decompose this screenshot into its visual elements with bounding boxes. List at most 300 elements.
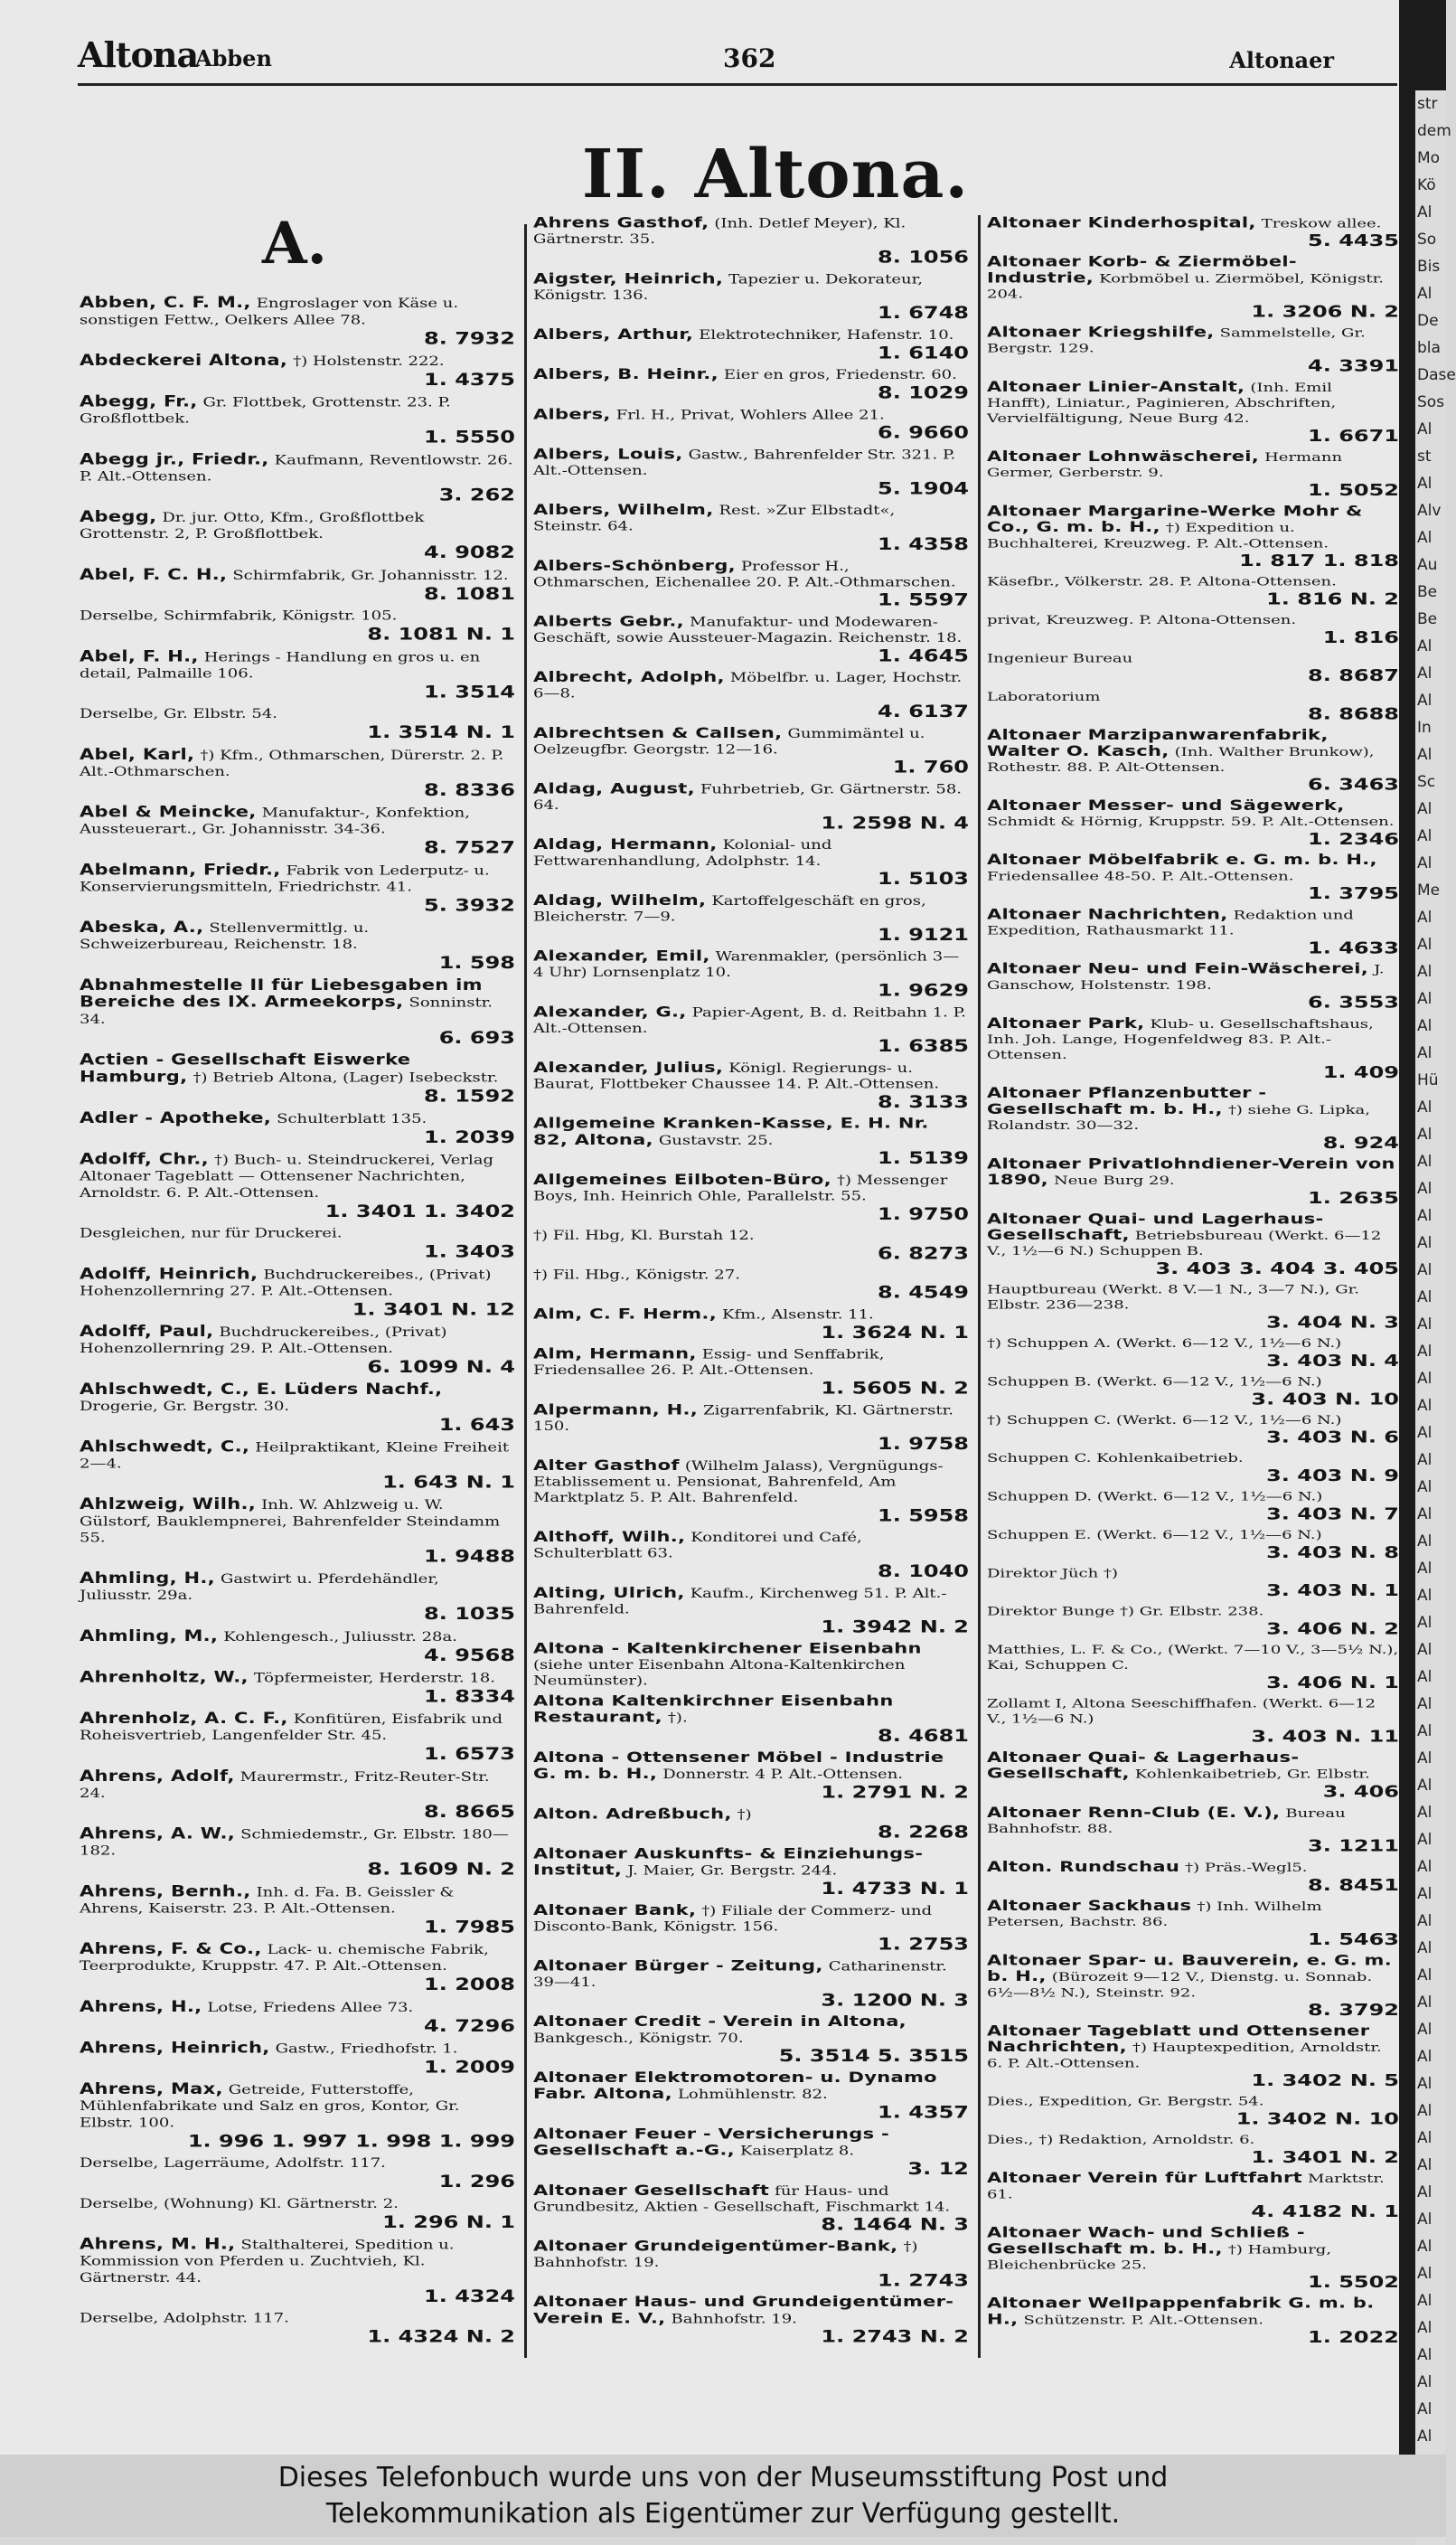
listing-entry	[533, 1585, 969, 1636]
next-page-fragment: Al	[1417, 1288, 1433, 1306]
phone-number: 1. 643 N. 1	[382, 1472, 515, 1493]
next-page-fragment: Al	[1417, 1315, 1433, 1334]
phone-number: 1. 5103	[878, 869, 969, 889]
entry-details: Lohmühlenstr. 82.	[677, 2088, 828, 2102]
next-page-fragment: dem	[1417, 122, 1451, 140]
entry-details: Warenmakler, (persönlich 3—4 Uhr) Lornsenplatz 10.	[533, 949, 960, 980]
entry-name: Altonaer Grundeigentümer-Bank,	[533, 2237, 898, 2255]
entry-name: Abnahmestelle II für Liebesgaben im Bereiche des IX. Armeekorps,	[80, 976, 483, 1011]
next-page-fragment: Al	[1417, 1207, 1433, 1225]
next-page-fragment: Al	[1417, 854, 1433, 872]
listing-entry	[533, 892, 969, 944]
listing-entry	[987, 1566, 1399, 1600]
phone-number: 1. 3402 N. 5	[1251, 2070, 1399, 2090]
next-page-fragment: Al	[1417, 2319, 1433, 2337]
phone-number: 3. 403 N. 6	[1266, 1428, 1399, 1447]
entry-details: Schirmfabrik, Gr. Johannisstr. 12.	[232, 568, 509, 583]
next-page-fragment: Al	[1417, 1641, 1433, 1659]
entry-name: Aldag, Wilhelm,	[533, 891, 707, 909]
entry-details: Sammelstelle, Gr. Bergstr. 129.	[987, 325, 1366, 356]
listing-entry	[80, 747, 515, 800]
next-page-fragment: Al	[1417, 529, 1433, 547]
next-page-fragment: Sos	[1417, 393, 1445, 411]
listing-entry	[533, 781, 969, 833]
entry-details: Schuppen D. (Werkt. 6—12 V., 1½—6 N.)	[987, 1489, 1323, 1504]
listing-entry	[80, 804, 515, 857]
entry-details: Klub- u. Gesellschaftshaus, Inh. Joh. Lange, Hogenfeldweg 83. P. Alt.-Ottensen.	[987, 1016, 1374, 1062]
entry-details: Gustavstr. 25.	[658, 1133, 774, 1148]
entry-name: Altona - Kaltenkirchener Eisenbahn	[533, 1640, 922, 1657]
entry-details: †) Schuppen C. (Werkt. 6—12 V., 1½—6 N.)	[987, 1412, 1342, 1428]
phone-number: 8. 1592	[424, 1086, 515, 1107]
entry-name: Altonaer Gesellschaft	[533, 2182, 770, 2199]
header-rule	[78, 83, 1397, 86]
entry-name: Altonaer Neu- und Fein-Wäscherei,	[987, 960, 1369, 977]
phone-number: 1. 9750	[878, 1204, 969, 1224]
next-page-fragment: Al	[1417, 1234, 1433, 1252]
entry-name: Altonaer Tageblatt und Ottensener Nachrichten,	[987, 2022, 1370, 2055]
entry-details: Marktstr. 61.	[987, 2172, 1385, 2202]
phone-number: 3. 403 N. 7	[1266, 1504, 1399, 1523]
entry-name: Albers, Louis,	[533, 446, 683, 463]
entry-details: †) Betrieb Altona, (Lager) Isebeckstr.	[193, 1070, 499, 1086]
entry-name: Altonaer Haus- und Grundeigentümer-Verein E. V.,	[533, 2293, 954, 2327]
entry-details: †) Hauptexpedition, Arnoldstr. 6. P. Alt.-Ottensen.	[987, 2041, 1382, 2071]
entry-name: Abegg, Fr.,	[80, 392, 198, 410]
entry-details: Direktor Bunge †) Gr. Elbstr. 238.	[987, 1604, 1264, 1619]
entry-details: Maurermstr., Fritz-Reuter-Str. 24.	[80, 1769, 490, 1801]
next-page-fragment: In	[1417, 719, 1432, 737]
entry-details: Schmiedemstr., Gr. Elbstr. 180—182.	[80, 1826, 509, 1859]
phone-number: 1. 816 N. 2	[1266, 589, 1399, 608]
phone-number: 3. 403 N. 9	[1266, 1466, 1399, 1485]
entry-details: Schuppen E. (Werkt. 6—12 V., 1½—6 N.)	[987, 1528, 1322, 1542]
listing-entry	[80, 1628, 515, 1665]
entry-details: Möbelfbr. u. Lager, Hochstr. 6—8.	[533, 671, 963, 702]
entry-details: Derselbe, (Wohnung) Kl. Gärtnerstr. 2.	[80, 2196, 399, 2211]
phone-number: 1. 4733 N. 1	[821, 1879, 969, 1899]
entry-name: Allgemeine Kranken-Kasse, E. H. Nr. 82, Altona,	[533, 1115, 929, 1148]
next-page-fragment: Al	[1417, 665, 1433, 683]
phone-number: 1. 4324 N. 2	[367, 2326, 515, 2347]
phone-number: 3. 403 N. 4	[1266, 1351, 1399, 1371]
entry-name: Altonaer Korb- & Ziermöbel-Industrie,	[987, 253, 1297, 287]
phone-number: 1. 5463	[1308, 1929, 1399, 1949]
next-page-fragment: Al	[1417, 1424, 1433, 1442]
entry-name: Alting, Ulrich,	[533, 1584, 685, 1601]
listing-entry	[533, 326, 969, 363]
entry-details: Stalthalterei, Spedition u. Kommission von Pferden u. Zuchtvieh, Kl. Gärtnerstr. 44.	[80, 2238, 455, 2286]
listing-entry	[987, 574, 1399, 608]
listing-entry	[987, 1953, 1399, 2020]
entry-name: Altonaer Margarine-Werke Mohr & Co., G. m. b. H.,	[987, 503, 1363, 535]
phone-number: 1. 817 1. 818	[1239, 551, 1399, 570]
entry-details: Gastw., Friedhofstr. 1.	[275, 2041, 458, 2057]
phone-number: 3. 406	[1322, 1782, 1399, 1801]
listing-entry	[80, 1051, 515, 1106]
next-page-fragment: Al	[1417, 1560, 1433, 1578]
phone-number: 1. 3401 1. 3402	[324, 1201, 515, 1221]
listing-entry	[80, 648, 515, 702]
entry-name: Altonaer Renn-Club (E. V.),	[987, 1804, 1281, 1821]
phone-number: 1. 2635	[1308, 1188, 1399, 1208]
entry-details: Käsefbr., Völkerstr. 28. P. Altona-Ottensen.	[987, 574, 1337, 589]
entry-details: Kaiserplatz 8.	[739, 2144, 855, 2159]
entry-details: Essig- und Senffabrik, Friedensallee 26. P. Alt.-Ottensen.	[533, 1347, 885, 1379]
phone-number: 8. 1609 N. 2	[367, 1859, 515, 1880]
phone-number: 8. 4549	[878, 1282, 969, 1303]
entry-details: Elektrotechniker, Hafenstr. 10.	[699, 327, 954, 343]
column-3	[987, 215, 1399, 2351]
listing-entry	[987, 449, 1399, 500]
next-page-fragment: Al	[1417, 1831, 1433, 1849]
phone-number: 1. 3624 N. 1	[821, 1323, 969, 1343]
entry-details: †) Hamburg, Bleichenbrücke 25.	[987, 2242, 1332, 2273]
listing-entry	[80, 977, 515, 1048]
entry-details: Stellenvermittlg. u. Schweizerbureau, Reichenstr. 18.	[80, 920, 370, 953]
listing-entry	[987, 1086, 1399, 1153]
listing-entry	[533, 407, 969, 443]
next-page-fragment: Al	[1417, 2048, 1433, 2066]
entry-name: Abel & Meincke,	[80, 803, 257, 821]
next-page-fragment: Be	[1417, 583, 1438, 601]
phone-number: 3. 406 N. 1	[1266, 1673, 1399, 1692]
column-divider	[524, 224, 527, 2358]
next-page-fragment: Al	[1417, 1939, 1433, 1957]
listing-entry	[80, 1669, 515, 1706]
next-page-fragment: Al	[1417, 1587, 1433, 1605]
listing-entry	[987, 798, 1399, 849]
phone-number: 3. 403 N. 8	[1266, 1542, 1399, 1562]
next-page-fragment: Al	[1417, 2400, 1433, 2418]
entry-details: Laboratorium	[987, 689, 1101, 704]
entry-name: Ahrens, F. & Co.,	[80, 1940, 262, 1957]
listing-entry	[987, 1016, 1399, 1082]
entry-name: Alm, Hermann,	[533, 1345, 697, 1362]
phone-number: 8. 2268	[878, 1822, 969, 1843]
entry-details: Kfm., Alsenstr. 11.	[722, 1307, 874, 1323]
listing-entry	[80, 2310, 515, 2346]
phone-number: 1. 9629	[878, 980, 969, 1000]
next-page-fragment: Al	[1417, 2129, 1433, 2147]
entry-name: Altonaer Kriegshilfe,	[987, 324, 1215, 341]
phone-number: 1. 8334	[424, 1686, 515, 1707]
next-page-fragment: Al	[1417, 285, 1433, 303]
phone-number: 5. 1904	[878, 478, 969, 498]
entry-details: Friedensallee 48-50. P. Alt.-Ottensen.	[987, 869, 1294, 884]
entry-details: †) Buch- u. Steindruckerei, Verlag Altonaer Tageblatt — Ottensener Nachrichten, Arnoldstr. 6. P. Alt.-Ottensen.	[80, 1153, 494, 1201]
next-page-fragment: De	[1417, 312, 1439, 330]
entry-name: Adler - Apotheke,	[80, 1109, 272, 1126]
entry-name: Altonaer Elektromotoren- u. Dynamo Fabr. Altona,	[533, 2069, 937, 2102]
next-page-fragment: Al	[1417, 2021, 1433, 2039]
entry-details: Kohlengesch., Juliusstr. 28a.	[223, 1629, 457, 1645]
next-page-fragment: Al	[1417, 909, 1433, 927]
listing-entry	[80, 295, 515, 348]
listing-entry	[987, 2094, 1399, 2128]
next-page-fragment: Al	[1417, 1912, 1433, 1930]
phone-number: 6. 3553	[1308, 993, 1399, 1013]
phone-number: 6. 9660	[878, 422, 969, 443]
entry-details: Betriebsbureau (Werkt. 6—12 V., 1½—6 N.) Schuppen B.	[987, 1229, 1382, 1258]
listing-entry	[80, 567, 515, 604]
phone-number: 4. 9082	[424, 542, 515, 562]
entry-name: Alexander, Emil,	[533, 947, 710, 965]
entry-details: Desgleichen, nur für Druckerei.	[80, 1226, 343, 1241]
next-page-fragment: st	[1417, 448, 1432, 466]
phone-number: 1. 6573	[424, 1743, 515, 1764]
entry-details: †) Präs.-Wegl5.	[1185, 1861, 1308, 1875]
next-page-fragment: Al	[1417, 1153, 1433, 1171]
next-page-fragment: Al	[1417, 692, 1433, 710]
section-title: II. Altona.	[581, 136, 970, 213]
entry-details: Königl. Regierungs- u. Baurat, Flottbeker Chaussee 14. P. Alt.-Ottensen.	[533, 1060, 940, 1092]
entry-name: Ahlzweig, Wilh.,	[80, 1495, 257, 1513]
listing-entry	[80, 509, 515, 562]
phone-number: 3. 262	[438, 485, 515, 505]
phone-number: 8. 7932	[424, 327, 515, 349]
entry-details: Buchdruckereibes., (Privat) Hohenzollernring 27. P. Alt.-Ottensen.	[80, 1267, 492, 1299]
phone-number: 1. 4324	[424, 2286, 515, 2306]
entry-details: †) Schuppen A. (Werkt. 6—12 V., 1½—6 N.)	[987, 1336, 1342, 1351]
phone-number: 8. 1040	[878, 1561, 969, 1581]
letter-heading: A.	[262, 210, 327, 278]
entry-name: Altonaer Feuer - Versicherungs - Gesellschaft a.-G.,	[533, 2125, 890, 2159]
listing-entry	[533, 948, 969, 1000]
listing-entry	[533, 837, 969, 889]
entry-details: Tapezier u. Dekorateur, Königstr. 136.	[533, 272, 923, 303]
next-page-fragment: Al	[1417, 1695, 1433, 1713]
listing-entry	[533, 1530, 969, 1581]
phone-number: 1. 3402 N. 10	[1235, 2109, 1399, 2129]
listing-entry	[80, 1324, 515, 1377]
entry-details: (Inh. Walther Brunkow), Rothestr. 88. P. Alt-Ottensen.	[987, 744, 1375, 775]
entry-details: Professor H., Othmarschen, Eichenallee 20. P. Alt.-Othmarschen.	[533, 559, 956, 590]
entry-name: Altonaer Verein für Luftfahrt	[987, 2170, 1302, 2186]
listing-entry	[533, 1346, 969, 1398]
listing-entry	[533, 1641, 969, 1689]
entry-details: Inh. W. Ahlzweig u. W. Gülstorf, Bauklempnerei, Bahrenfelder Steindamm 55.	[80, 1497, 501, 1546]
entry-details: Gastw., Bahrenfelder Str. 321. P. Alt.-Ottensen.	[533, 448, 956, 478]
next-page-fragment: Al	[1417, 420, 1433, 438]
footer-line-2: Telekommunikation als Eigentümer zur Verfügung gestellt.	[325, 2498, 1121, 2530]
next-page-fragment: Be	[1417, 610, 1438, 628]
listing-entry	[987, 215, 1399, 250]
listing-entry	[987, 325, 1399, 375]
listing-entry	[80, 862, 515, 915]
phone-number: 8. 8665	[424, 1801, 515, 1822]
phone-number: 1. 5550	[424, 427, 515, 448]
phone-number: 3. 1200 N. 3	[821, 1990, 969, 2010]
entry-details: privat, Kreuzweg. P. Altona-Ottensen.	[987, 613, 1297, 627]
phone-number: 1. 9488	[424, 1546, 515, 1567]
phone-number: 1. 6385	[878, 1036, 969, 1056]
entry-name: Alm, C. F. Herm.,	[533, 1305, 717, 1323]
phone-number: 4. 7296	[424, 2015, 515, 2036]
phone-number: 8. 1081	[424, 583, 515, 604]
entry-details: Hauptbureau (Werkt. 8 V.—1 N., 3—7 N.), Gr. Elbstr. 236—238.	[987, 1282, 1359, 1313]
next-page-fragment: Al	[1417, 203, 1433, 222]
phone-number: 8. 1035	[424, 1603, 515, 1624]
entry-details: Bureau Bahnhofstr. 88.	[987, 1805, 1346, 1836]
entry-details: Catharinenstr. 39—41.	[533, 1959, 947, 1990]
entry-details: Herings - Handlung en gros u. en detail, Palmaille 106.	[80, 649, 481, 682]
entry-name: Adolff, Chr.,	[80, 1150, 209, 1168]
entry-name: Abeska, A.,	[80, 919, 204, 936]
listing-entry	[533, 558, 969, 609]
listing-entry	[80, 1438, 515, 1492]
listing-entry	[533, 2014, 969, 2066]
listing-entry	[987, 504, 1399, 570]
next-page-fragment: Hü	[1417, 1071, 1439, 1089]
listing-entry	[533, 1228, 969, 1263]
phone-number: 1. 296 N. 1	[382, 2211, 515, 2232]
entry-name: Albrecht, Adolph,	[533, 668, 725, 686]
phone-number: 1. 996 1. 997 1. 998 1. 999	[187, 2130, 515, 2152]
next-page-fragment: Au	[1417, 556, 1438, 574]
phone-number: 1. 9121	[878, 925, 969, 945]
next-page-fragment: bla	[1417, 339, 1441, 357]
entry-name: Albers, Arthur,	[533, 325, 694, 343]
next-page-fragment: Me	[1417, 881, 1441, 900]
entry-name: Aigster, Heinrich,	[533, 269, 724, 287]
footer-line-1: Dieses Telefonbuch wurde uns von der Museumsstiftung Post und	[277, 2462, 1169, 2493]
next-page-fragment: Al	[1417, 1180, 1433, 1198]
entry-details: Schmidt & Hörnig, Kruppstr. 59. P. Alt.-Ottensen.	[987, 815, 1395, 829]
entry-details: †) Kfm., Othmarschen, Dürerstr. 2. P. Alt.-Othmarschen.	[80, 748, 504, 779]
listing-entry	[80, 608, 515, 644]
next-page-fragment: Al	[1417, 2238, 1433, 2256]
entry-details: Zigarrenfabrik, Kl. Gärtnerstr. 150.	[533, 1403, 953, 1434]
listing-entry	[80, 2155, 515, 2192]
entry-details: †) siehe G. Lipka, Rolandstr. 30—32.	[987, 1103, 1370, 1133]
entry-details: Schuppen B. (Werkt. 6—12 V., 1½—6 N.)	[987, 1374, 1322, 1390]
phone-number: 1. 3514	[424, 682, 515, 702]
entry-name: Adolff, Heinrich,	[80, 1265, 258, 1283]
phone-number: 4. 9568	[424, 1645, 515, 1665]
entry-name: Ahrenholtz, W.,	[80, 1668, 249, 1686]
entry-details: (siehe unter Eisenbahn Altona-Kaltenkirchen Neumünster).	[533, 1657, 906, 1689]
phone-number: 8. 1081 N. 1	[367, 624, 515, 645]
running-head	[78, 31, 1334, 81]
listing-entry	[987, 2132, 1399, 2166]
entry-name: Ahrens, Heinrich,	[80, 2039, 270, 2057]
entry-name: Ahrenholz, A. C. F.,	[80, 1710, 288, 1728]
entry-details: Papier-Agent, B. d. Reitbahn 1. P. Alt.-Ottensen.	[533, 1005, 966, 1036]
listing-entry	[533, 1693, 969, 1746]
listing-entry	[80, 393, 515, 447]
entry-details: Gr. Flottbek, Grottenstr. 23. P. Großflottbek.	[80, 394, 451, 427]
entry-details: Dies., Expedition, Gr. Bergstr. 54.	[987, 2094, 1264, 2109]
listing-entry	[533, 1004, 969, 1056]
phone-number: 3. 403 N. 10	[1251, 1389, 1399, 1409]
phone-number: 1. 9758	[878, 1434, 969, 1454]
next-page-fragment: Al	[1417, 637, 1433, 655]
entry-name: Ahrens, H.,	[80, 1997, 202, 2015]
entry-details: †) Bahnhofstr. 19.	[533, 2239, 918, 2270]
next-page-fragment: Al	[1417, 963, 1433, 981]
entry-details: Konditorei und Café, Schulterblatt 63.	[533, 1531, 862, 1561]
entry-name: Altonaer Lohnwäscherei,	[987, 448, 1260, 465]
entry-details: Dr. jur. Otto, Kfm., Großflottbek Grottenstr. 2, P. Großflottbek.	[80, 510, 425, 542]
entry-name: Altonaer Quai- & Lagerhaus-Gesellschaft,	[987, 1749, 1300, 1782]
entry-details: Derselbe, Adolphstr. 117.	[80, 2311, 289, 2326]
phone-number: 1. 5052	[1308, 480, 1399, 500]
listing-entry	[533, 2294, 969, 2346]
next-page-fragment: Al	[1417, 1044, 1433, 1062]
entry-details: †) Expedition u. Buchhalterei, Kreuzweg. P. Alt.-Ottensen.	[987, 521, 1329, 551]
phone-number: 1. 5502	[1308, 2272, 1399, 2292]
entry-details: Lack- u. chemische Fabrik, Teerprodukte, Kruppstr. 47. P. Alt.-Ottensen.	[80, 1942, 489, 1975]
phone-number: 8. 8688	[1308, 704, 1399, 724]
phone-number: 1. 3514 N. 1	[367, 721, 515, 742]
entry-details: †)	[737, 1807, 752, 1823]
entry-details: Drogerie, Gr. Bergstr. 30.	[80, 1399, 290, 1414]
next-page-fragment: Al	[1417, 936, 1433, 954]
entry-name: Altonaer Sackhaus	[987, 1897, 1192, 1914]
entry-details: Gastwirt u. Pferdehändler, Juliusstr. 29a.	[80, 1571, 439, 1604]
phone-number: 1. 4633	[1308, 938, 1399, 957]
phone-number: 1. 3795	[1308, 883, 1399, 903]
listing-entry	[80, 1570, 515, 1624]
phone-number: 1. 3206 N. 2	[1251, 301, 1399, 321]
entry-details: Frl. H., Privat, Wohlers Allee 21.	[615, 408, 885, 423]
phone-number: 3. 406 N. 2	[1266, 1619, 1399, 1638]
next-page-fragment: Al	[1417, 1777, 1433, 1795]
listing-entry	[533, 1902, 969, 1954]
listing-entry	[533, 1116, 969, 1168]
entry-name: Altonaer Linier-Anstalt,	[987, 378, 1245, 395]
entry-details: Lotse, Friedens Allee 73.	[207, 2000, 414, 2015]
phone-number: 1. 4375	[424, 369, 515, 390]
entry-details: †) Messenger Boys, Inh. Heinrich Ohle, Parallelstr. 55.	[533, 1173, 948, 1204]
listing-entry	[533, 1846, 969, 1899]
listing-entry	[80, 1266, 515, 1319]
entry-name: Abben, C. F. M.,	[80, 294, 251, 312]
entry-name: Alpermann, H.,	[533, 1400, 699, 1419]
next-page-fragment: Al	[1417, 1126, 1433, 1144]
entry-name: Abel, Karl,	[80, 745, 195, 763]
entry-name: Albers, Wilhelm,	[533, 501, 714, 519]
entry-details: Dies., †) Redaktion, Arnoldstr. 6.	[987, 2133, 1255, 2147]
phone-number: 6. 8273	[878, 1243, 969, 1263]
next-page-fragment: Al	[1417, 2292, 1433, 2310]
entry-details: Kartoffelgeschäft en gros, Bleicherstr. 7—9.	[533, 893, 926, 925]
phone-number: 1. 5605 N. 2	[821, 1378, 969, 1399]
next-page-fragment: Al	[1417, 1532, 1433, 1551]
listing-entry	[987, 2171, 1399, 2221]
entry-name: Ahmling, M.,	[80, 1626, 219, 1645]
entry-details: Direktor Jüch †)	[987, 1566, 1118, 1581]
next-page-fragment: Al	[1417, 2183, 1433, 2201]
listing-entry	[987, 961, 1399, 1012]
entry-name: Albers, B. Heinr.,	[533, 365, 719, 383]
listing-entry	[987, 1489, 1399, 1523]
entry-name: Althoff, Wilh.,	[533, 1528, 686, 1546]
next-page-fragment: Bis	[1417, 258, 1441, 276]
next-page-fragment: Al	[1417, 1966, 1433, 1984]
entry-details: Derselbe, Lagerräume, Adolfstr. 117.	[80, 2155, 386, 2172]
entry-name: Aldag, August,	[533, 780, 695, 797]
entry-details: †).	[667, 1711, 688, 1726]
listing-entry	[533, 215, 969, 267]
scan-footer	[0, 2455, 1446, 2537]
header-last-entry: Altonaer	[1229, 47, 1334, 73]
phone-number: 8. 3133	[878, 1092, 969, 1112]
phone-number: 1. 2753	[878, 1934, 969, 1955]
phone-number: 8. 1056	[878, 247, 969, 268]
listing-entry	[80, 1225, 515, 1261]
